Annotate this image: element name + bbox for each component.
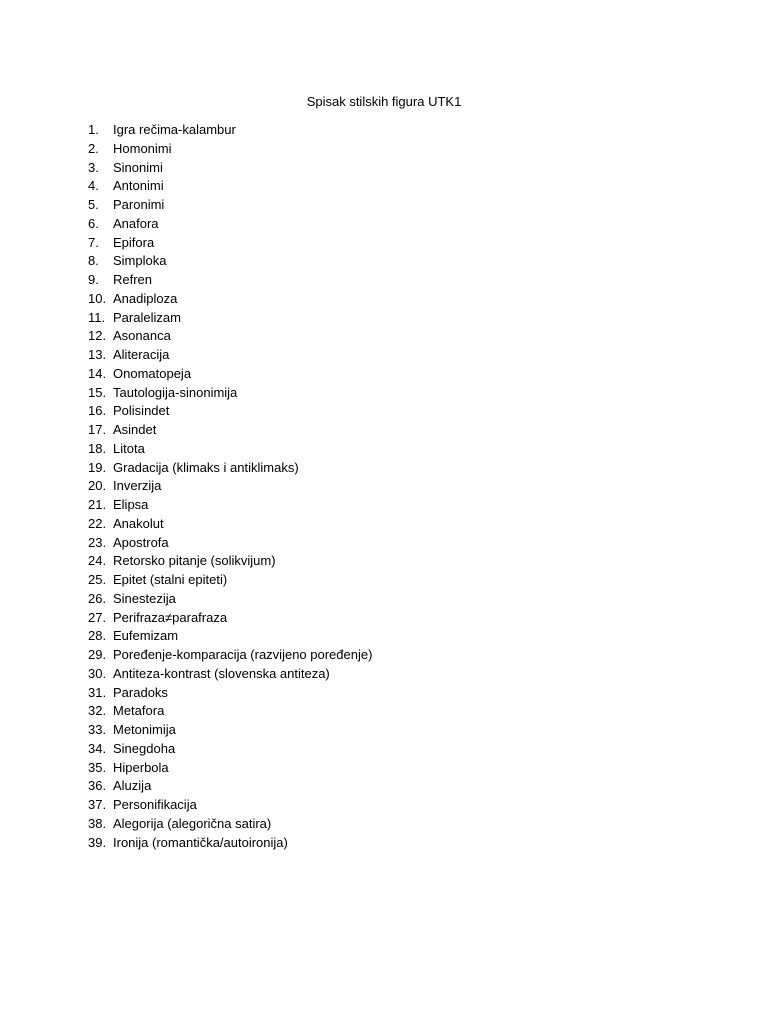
list-item-text: Epifora — [113, 234, 155, 250]
list-item — [88, 759, 372, 778]
list-item-number: 36. — [88, 778, 107, 794]
list-item-text: Igra rečima-kalambur — [113, 122, 236, 137]
list-item — [88, 740, 372, 759]
list-item — [88, 515, 372, 534]
list-item-number: 8. — [88, 253, 99, 269]
list-item — [88, 140, 372, 159]
list-item — [88, 627, 372, 646]
list-item — [88, 384, 372, 403]
list-item-number: 15. — [88, 384, 107, 400]
list-item-text: Gradacija (klimaks i antiklimaks) — [113, 459, 299, 475]
list-item — [88, 177, 372, 196]
list-item-text: Paradoks — [113, 684, 168, 700]
list-item-text: Tautologija-sinonimija — [113, 384, 238, 400]
list-item — [88, 309, 372, 328]
list-item-number: 3. — [88, 159, 99, 175]
list-item-number: 20. — [88, 478, 107, 494]
list-item — [88, 159, 372, 178]
list-item-text: Antiteza-kontrast (slovenska antiteza) — [113, 665, 330, 681]
list-item — [88, 796, 372, 815]
list-item-number: 16. — [88, 403, 107, 419]
document-title: Spisak stilskih figura UTK1 — [306, 94, 462, 109]
list-item-text: Metafora — [113, 703, 165, 719]
list-item-number: 31. — [88, 684, 107, 700]
list-item — [88, 646, 372, 665]
list-item — [88, 440, 372, 459]
list-item — [88, 815, 372, 834]
list-item — [88, 590, 372, 609]
list-item-number: 19. — [88, 459, 107, 475]
list-item-number: 9. — [88, 272, 99, 287]
list-item — [88, 346, 372, 365]
list-item-text: Anadiploza — [113, 290, 178, 306]
list-item-number: 29. — [88, 647, 107, 662]
list-item-text: Paralelizam — [113, 309, 181, 325]
list-item-text: Onomatopeja — [113, 365, 192, 381]
list-item-text: Polisindet — [113, 403, 170, 419]
list-item-number: 34. — [88, 740, 107, 756]
list-item-number: 2. — [88, 140, 99, 156]
list-item-text: Perifraza≠parafraza — [113, 609, 228, 625]
list-item — [88, 290, 372, 309]
list-item-text: Metonimija — [113, 722, 176, 737]
list-item-text: Elipsa — [113, 497, 149, 512]
list-item-text: Apostrofa — [113, 534, 169, 550]
list-item-number: 32. — [88, 703, 107, 719]
list-item-number: 22. — [88, 515, 107, 531]
list-item-text: Homonimi — [113, 140, 172, 156]
list-item-number: 18. — [88, 440, 107, 456]
list-item-text: Inverzija — [113, 478, 162, 494]
list-item-number: 11. — [88, 309, 106, 325]
list-item-number: 5. — [88, 197, 99, 212]
list-item-text: Antonimi — [113, 178, 164, 194]
list-item-text: Eufemizam — [113, 628, 179, 644]
list-item-number: 10. — [88, 290, 107, 306]
list-item-text: Sinestezija — [113, 590, 176, 606]
list-item — [88, 477, 372, 496]
list-item-number: 30. — [88, 665, 107, 681]
list-item-number: 1. — [88, 122, 99, 137]
list-item — [88, 534, 372, 553]
list-item-number: 33. — [88, 722, 107, 737]
list-item-text: Retorsko pitanje (solikvijum) — [113, 553, 276, 569]
list-item — [88, 834, 372, 853]
list-item-number: 39. — [88, 834, 107, 850]
list-item-text: Aluzija — [113, 778, 152, 794]
list-item — [88, 327, 372, 346]
list-item-text: Epitet (stalni epiteti) — [113, 572, 228, 587]
list-item-number: 4. — [88, 178, 99, 194]
list-item-text: Poređenje-komparacija (razvijeno poređenje) — [113, 647, 373, 662]
list-item-number: 38. — [88, 815, 107, 831]
list-item-text: Aliteracija — [113, 347, 170, 362]
list-item — [88, 402, 372, 421]
list-item — [88, 121, 372, 140]
list-item — [88, 609, 372, 628]
list-item — [88, 665, 372, 684]
list-item — [88, 684, 372, 703]
list-item — [88, 702, 372, 721]
list-item-text: Asonanca — [113, 328, 171, 344]
list-item — [88, 459, 372, 478]
figure-list — [88, 121, 372, 852]
list-item-text: Asindet — [113, 422, 157, 437]
list-item-number: 23. — [88, 534, 107, 550]
list-item-text: Alegorija (alegorična satira) — [113, 815, 272, 831]
list-item — [88, 777, 372, 796]
list-item-number: 12. — [88, 328, 107, 344]
list-item-text: Litota — [113, 440, 145, 456]
list-item-number: 17. — [88, 422, 107, 437]
list-item — [88, 552, 372, 571]
list-item — [88, 365, 372, 384]
list-item — [88, 571, 372, 590]
list-item-number: 37. — [88, 797, 107, 812]
list-item — [88, 721, 372, 740]
list-item-text: Refren — [113, 272, 153, 287]
list-item — [88, 421, 372, 440]
list-item-number: 14. — [88, 365, 107, 381]
list-item-number: 6. — [88, 215, 99, 231]
list-item-number: 21. — [88, 497, 107, 512]
list-item-number: 26. — [88, 590, 107, 606]
list-item-number: 27. — [88, 609, 107, 625]
list-item-text: Sinonimi — [113, 159, 163, 175]
list-item-number: 25. — [88, 572, 107, 587]
list-item-text: Sinegdoha — [113, 740, 176, 756]
list-item-text: Personifikacija — [113, 797, 197, 812]
list-item — [88, 234, 372, 253]
list-item-text: Anakolut — [113, 515, 164, 531]
list-item-number: 28. — [88, 628, 107, 644]
list-item — [88, 496, 372, 515]
list-item-text: Simploka — [113, 253, 167, 269]
list-item-number: 13. — [88, 347, 107, 362]
list-item-number: 24. — [88, 553, 107, 569]
list-item — [88, 252, 372, 271]
list-item-text: Paronimi — [113, 197, 165, 212]
list-item-number: 35. — [88, 759, 107, 775]
list-item — [88, 215, 372, 234]
list-item-number: 7. — [88, 234, 99, 250]
list-item-text: Anafora — [113, 215, 159, 231]
list-item — [88, 196, 372, 215]
list-item-text: Hiperbola — [113, 759, 169, 775]
list-item — [88, 271, 372, 290]
list-item-text: Ironija (romantička/autoironija) — [113, 834, 288, 850]
